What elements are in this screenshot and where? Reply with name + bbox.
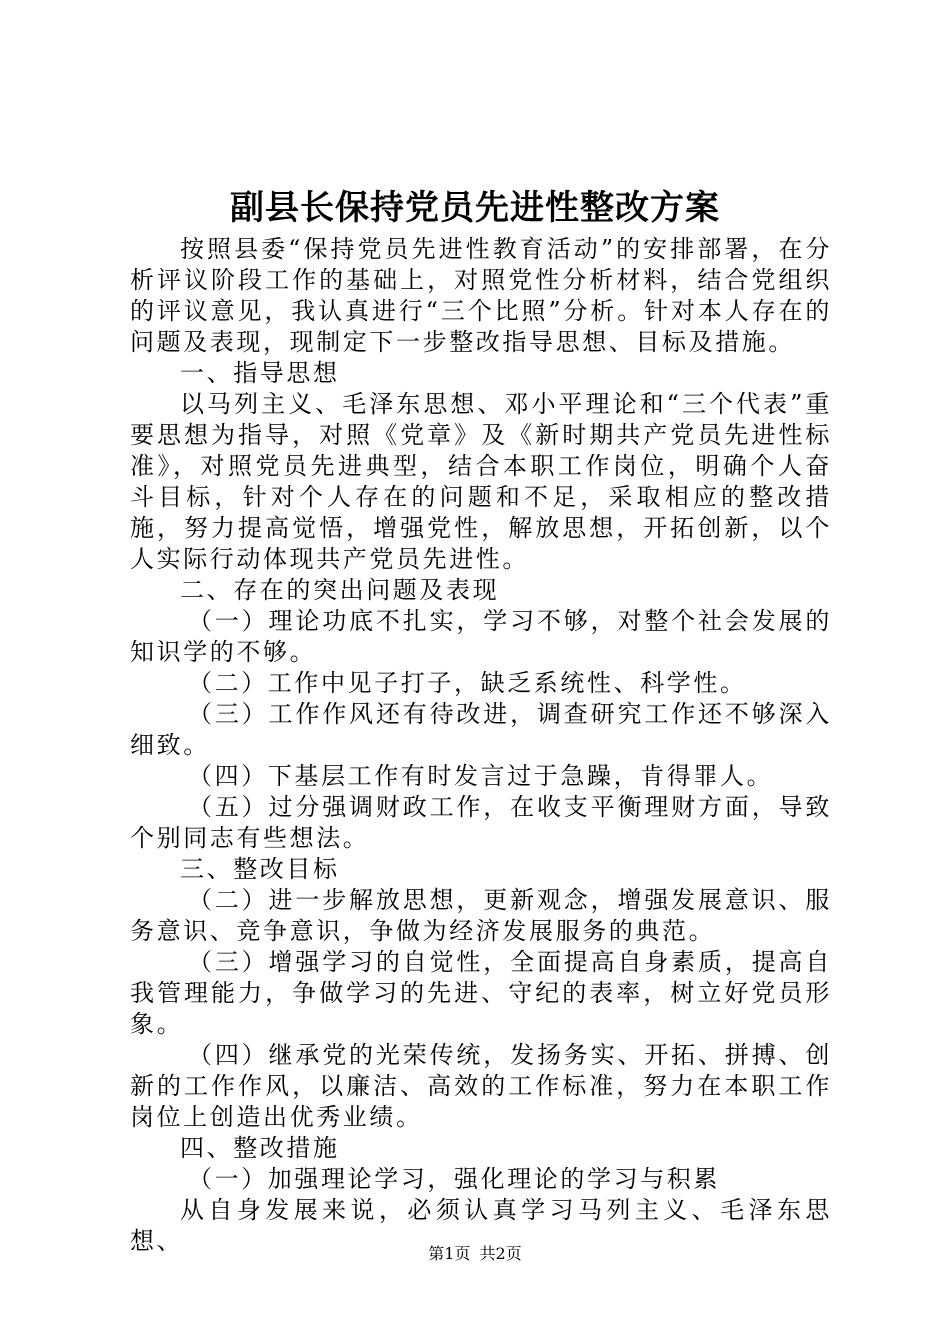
paragraph: （五）过分强调财政工作，在收支平衡理财方面，导致个别同志有些想法。 <box>130 793 832 852</box>
page-number: 第1页 <box>428 1244 471 1263</box>
section-heading: 三、整改目标 <box>180 855 340 883</box>
section-heading: 二、存在的突出问题及表现 <box>180 576 500 604</box>
section-heading: 四、整改措施 <box>180 1134 340 1162</box>
paragraph: （一）理论功底不扎实，学习不够，对整个社会发展的知识学的不够。 <box>130 607 832 666</box>
paragraph: 按照县委“保持党员先进性教育活动”的安排部署，在分析评议阶段工作的基础上，对照党性分析材料，结合党组织的评议意见，我认真进行“三个比照”分析。针对本人存在的问题及表现，现制定下一步整改指导思想、目标及措施。 <box>130 235 832 356</box>
paragraph: 从自身发展来说，必须认真学习马列主义、毛泽东思想、 <box>130 1196 832 1255</box>
paragraph: （四）继承党的光荣传统，发扬务实、开拓、拼搏、创新的工作作风，以廉洁、高效的工作标准，努力在本职工作岗位上创造出优秀业绩。 <box>130 1041 832 1131</box>
page-total: 共2页 <box>479 1244 522 1263</box>
paragraph: （一）加强理论学习，强化理论的学习与积累 <box>188 1165 720 1193</box>
paragraph: （二）工作中见子打子，缺乏系统性、科学性。 <box>188 669 747 697</box>
document-body <box>130 234 832 1257</box>
paragraph: 以马列主义、毛泽东思想、邓小平理论和“三个代表”重要思想为指导，对照《党章》及《新时期共产党员先进性标准》，对照党员先进典型，结合本职工作岗位，明确个人奋斗目标，针对个人存在的问题和不足，采取相应的整改措施，努力提高觉悟，增强党性，解放思想，开拓创新，以个人实际行动体现共产党员先进性。 <box>130 390 832 573</box>
section-heading: 一、指导思想 <box>180 359 340 387</box>
paragraph: （三）增强学习的自觉性，全面提高自身素质，提高自我管理能力，争做学习的先进、守纪的表率，树立好党员形象。 <box>130 948 832 1038</box>
document-title: 副县长保持党员先进性整改方案 <box>230 188 720 228</box>
page-footer <box>0 1244 950 1264</box>
paragraph: （二）进一步解放思想，更新观念，增强发展意识、服务意识、竞争意识，争做为经济发展服务的典范。 <box>130 886 832 945</box>
paragraph: （三）工作作风还有待改进，调查研究工作还不够深入细致。 <box>130 700 832 759</box>
paragraph: （四）下基层工作有时发言过于急躁，肯得罪人。 <box>188 762 774 790</box>
